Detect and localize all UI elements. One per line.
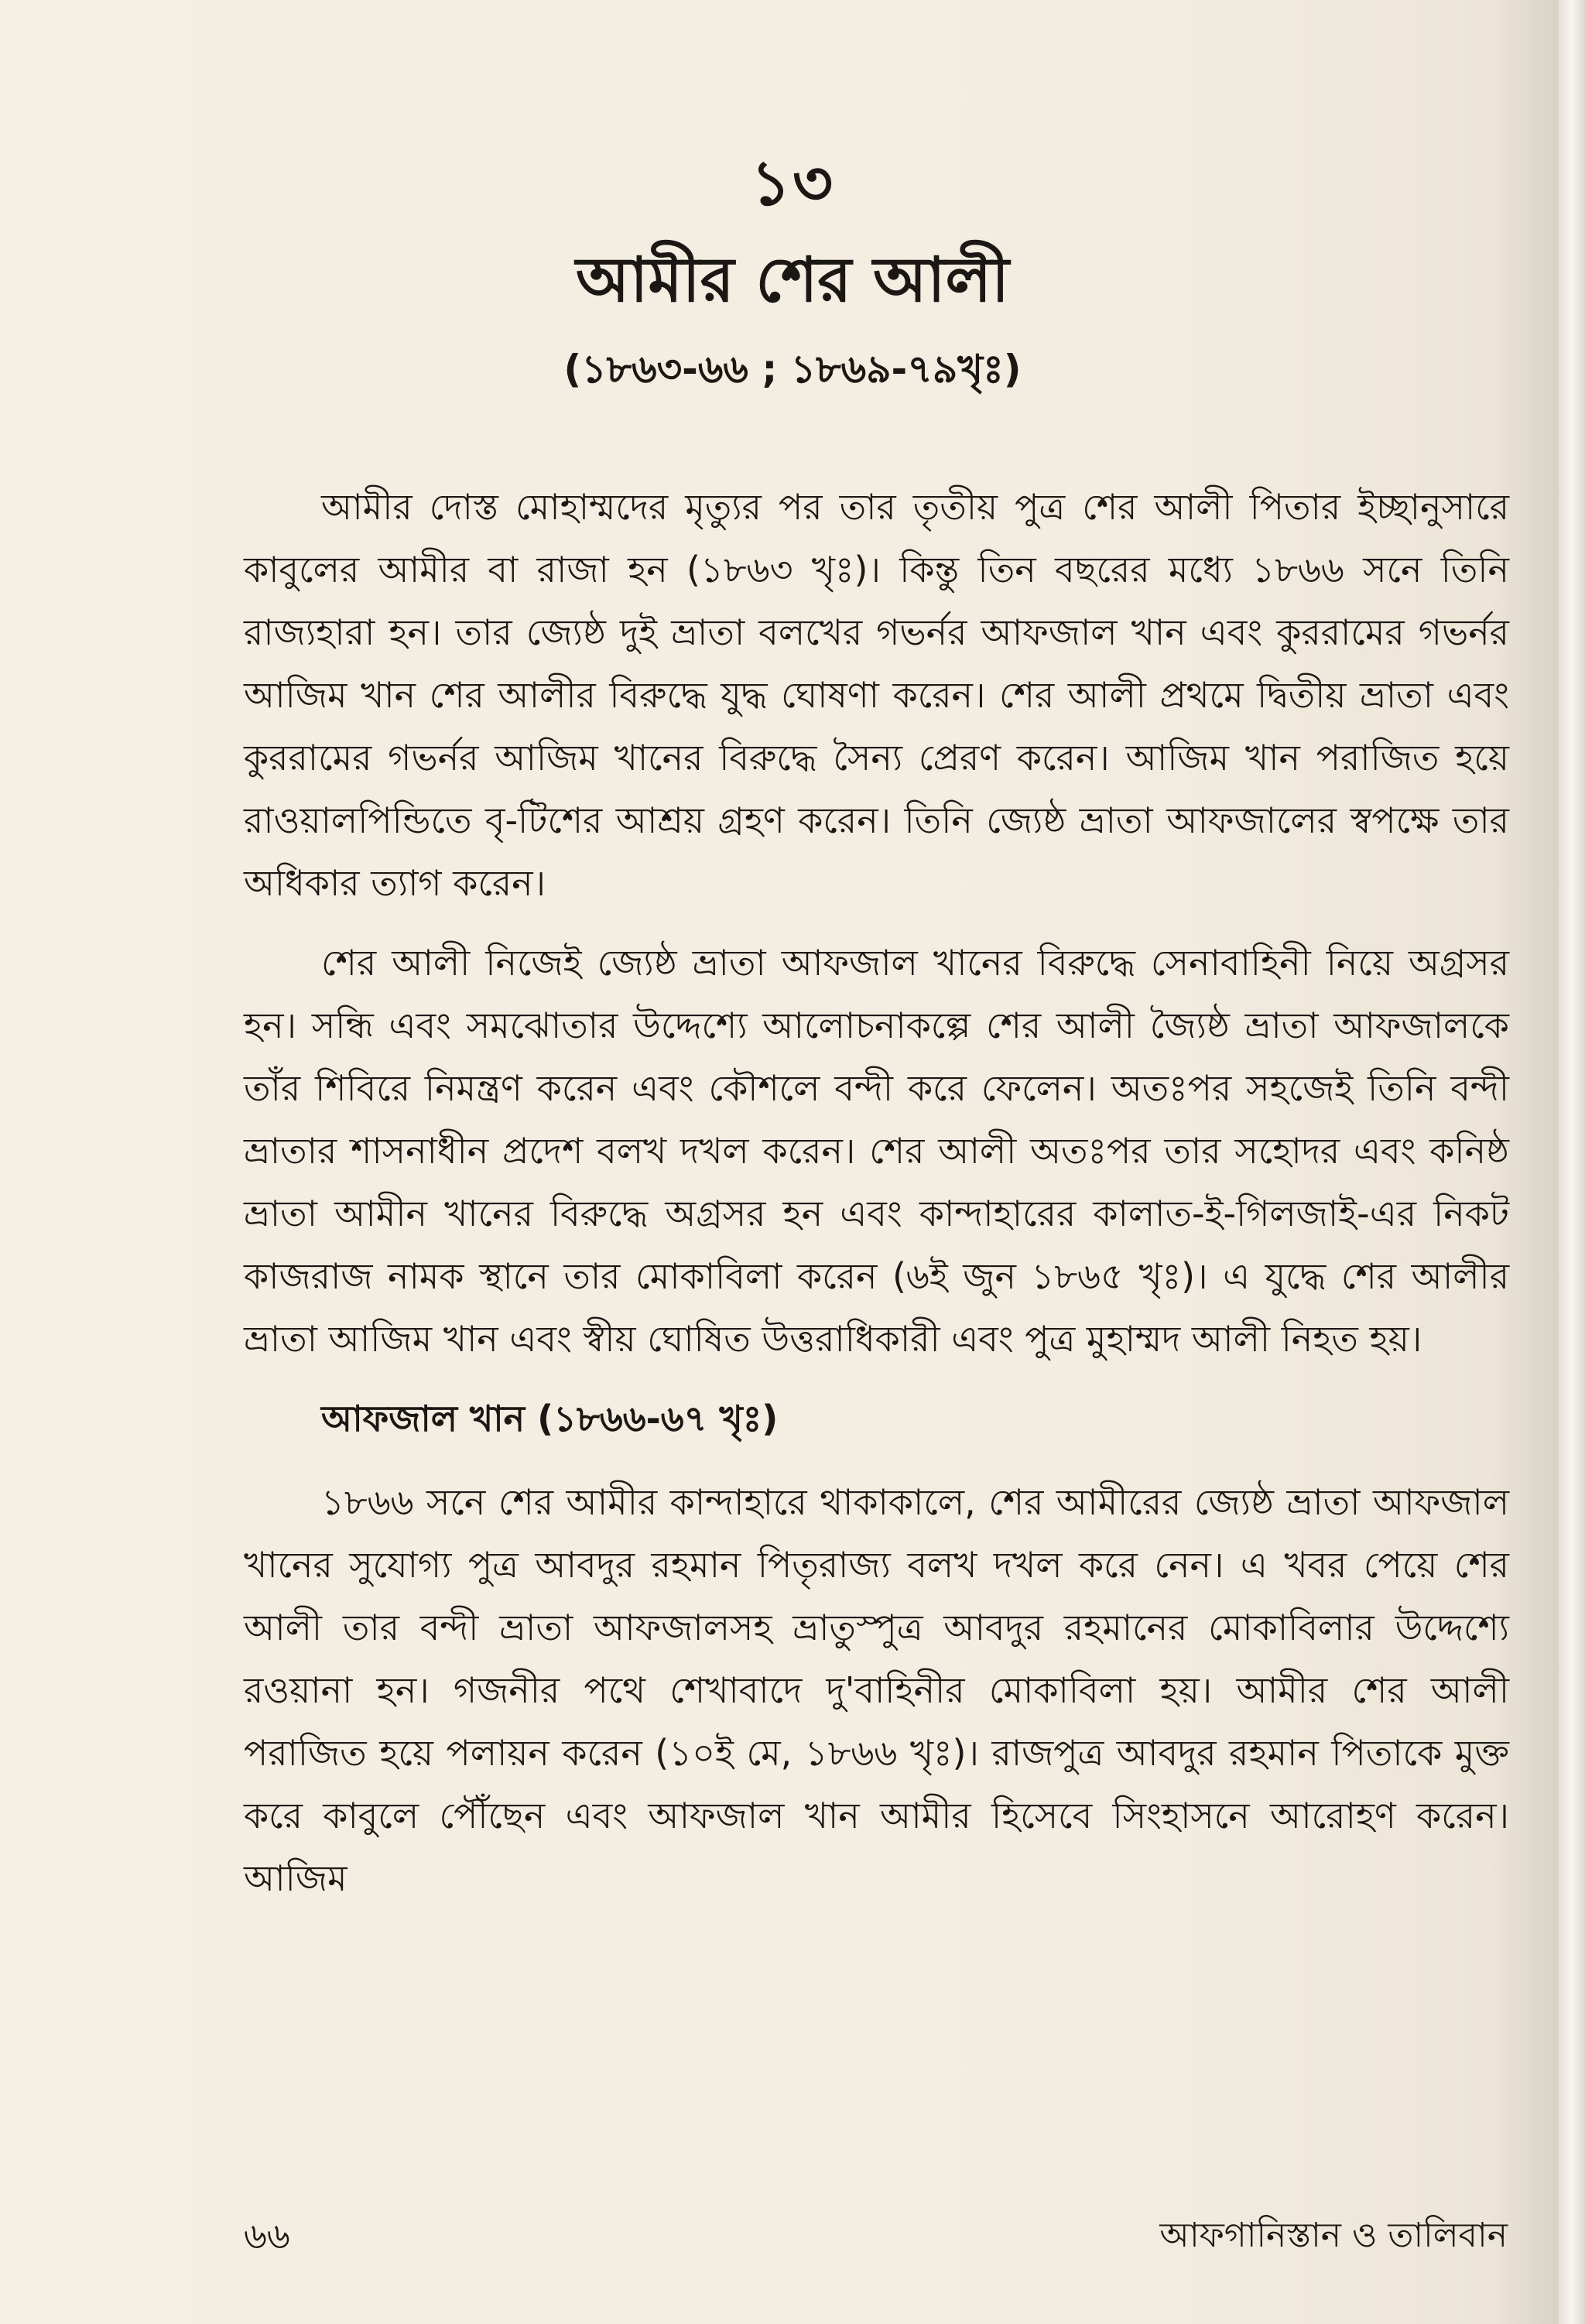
section-subheading: আফজাল খান (১৮৬৬-৬৭ খৃঃ) — [321, 1398, 779, 1439]
paragraph-3: ১৮৬৬ সনে শের আমীর কান্দাহারে থাকাকালে, শের আমীরের জ্যেষ্ঠ ভ্রাতা আফজাল খানের সুযোগ্য পুত্র আবদুর রহমান পিতৃরাজ্য বলখ দখল করে নেন। এ খবর পেয়ে শের আলী তার বন্দী ভ্রাতা আফজালসহ ভ্রাতুস্পুত্র আবদুর রহমানের মোকাবিলার উদ্দেশ্যে রওয়ানা হন। গজনীর পথে শেখাবাদে দু'বাহিনীর মোকাবিলা হয়। আমীর শের আলী পরাজিত হয়ে পলায়ন করেন (১০ই মে, ১৮৬৬ খৃঃ)। রাজপুত্র আবদুর রহমান পিতাকে মুক্ত করে কাবুলে পৌঁছেন এবং আফজাল খান আমীর হিসেবে সিংহাসনে আরোহণ করেন। আজিম — [244, 1481, 1509, 1899]
body-text — [244, 476, 1509, 1910]
chapter-number: ১৩ — [751, 147, 834, 219]
page-number: ৬৬ — [244, 2215, 290, 2257]
paragraph-1: আমীর দোস্ত মোহাম্মদের মৃত্যুর পর তার তৃতীয় পুত্র শের আলী পিতার ইচ্ছানুসারে কাবুলের আমীর বা রাজা হন (১৮৬৩ খৃঃ)। কিন্তু তিন বছরের মধ্যে ১৮৬৬ সনে তিনি রাজ্যহারা হন। তার জ্যেষ্ঠ দুই ভ্রাতা বলখের গভর্নর আফজাল খান এবং কুররামের গভর্নর আজিম খান শের আলীর বিরুদ্ধে যুদ্ধ ঘোষণা করেন। শের আলী প্রথমে দ্বিতীয় ভ্রাতা এবং কুররামের গভর্নর আজিম খানের বিরুদ্ধে সৈন্য প্রেরণ করেন। আজিম খান পরাজিত হয়ে রাওয়ালপিন্ডিতে বৃ-টিশের আশ্রয় গ্রহণ করেন। তিনি জ্যেষ্ঠ ভ্রাতা আফজালের স্বপক্ষে তার অধিকার ত্যাগ করেন। — [244, 486, 1509, 904]
running-footer-title: আফগানিস্তান ও তালিবান — [1159, 2216, 1508, 2255]
paragraph-2: শের আলী নিজেই জ্যেষ্ঠ ভ্রাতা আফজাল খানের বিরুদ্ধে সেনাবাহিনী নিয়ে অগ্রসর হন। সন্ধি এবং সমঝোতার উদ্দেশ্যে আলোচনাকল্পে শের আলী জ্যৈষ্ঠ ভ্রাতা আফজালকে তাঁর শিবিরে নিমন্ত্রণ করেন এবং কৌশলে বন্দী করে ফেলেন। অতঃপর সহজেই তিনি বন্দী ভ্রাতার শাসনাধীন প্রদেশ বলখ দখল করেন। শের আলী অতঃপর তার সহোদর এবং কনিষ্ঠ ভ্রাতা আমীন খানের বিরুদ্ধে অগ্রসর হন এবং কান্দাহারের কালাত-ই-গিলজাই-এর নিকট কাজরাজ নামক স্থানে তার মোকাবিলা করেন (৬ই জুন ১৮৬৫ খৃঃ)। এ যুদ্ধে শের আলীর ভ্রাতা আজিম খান এবং স্বীয় ঘোষিত উত্তরাধিকারী এবং পুত্র মুহাম্মদ আলী নিহত হয়। — [244, 942, 1509, 1360]
chapter-title: আমীর শের আলী — [576, 244, 1009, 316]
chapter-dates: (১৮৬৩-৬৬ ; ১৮৬৯-৭৯খৃঃ) — [563, 347, 1022, 392]
